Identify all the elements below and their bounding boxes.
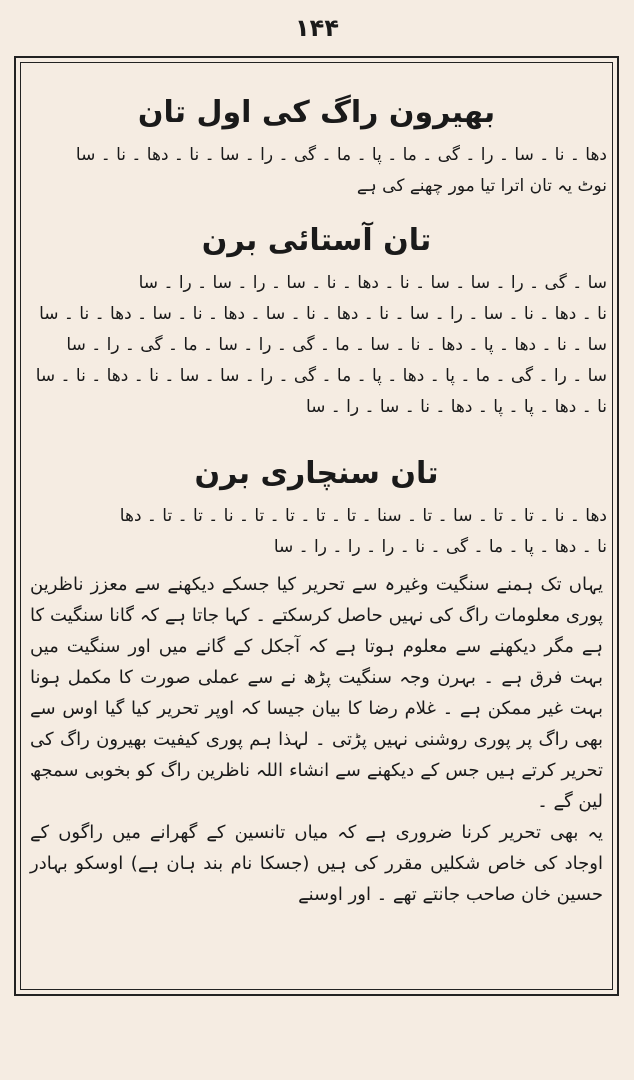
page-content bbox=[26, 70, 607, 982]
notation-line: نا ۔ دھا ۔ نا ۔ سا ۔ را ۔ سا ۔ نا ۔ دھا ۔ نا ۔ سا ۔ دھا ۔ نا ۔ سا ۔ دھا ۔ نا ۔ سا bbox=[39, 304, 607, 324]
notation-line: سا ۔ را ۔ گی ۔ ما ۔ پا ۔ دھا ۔ پا ۔ ما ۔ گی ۔ را ۔ سا ۔ سا ۔ نا ۔ دھا ۔ نا ۔ سا bbox=[35, 366, 607, 386]
notation-line: دھا ۔ نا ۔ تا ۔ تا ۔ سا ۔ تا ۔ سنا ۔ تا ۔ تا ۔ تا ۔ تا ۔ نا ۔ تا ۔ تا ۔ دھا bbox=[119, 506, 607, 526]
notation-line: سا ۔ نا ۔ دھا ۔ پا ۔ دھا ۔ نا ۔ سا ۔ ما ۔ گی ۔ را ۔ سا ۔ ما ۔ گی ۔ را ۔ سا bbox=[66, 335, 607, 355]
section1-body bbox=[26, 140, 607, 202]
section2-body bbox=[26, 268, 607, 423]
page-number: ۱۴۴ bbox=[295, 14, 339, 42]
section1-title: بھیرون راگ کی اول تان bbox=[137, 95, 496, 130]
section3-body bbox=[26, 501, 607, 563]
notation-line: دھا ۔ نا ۔ سا ۔ را ۔ گی ۔ ما ۔ پا ۔ ما ۔ گی ۔ را ۔ سا ۔ نا ۔ دھا ۔ نا ۔ سا bbox=[75, 145, 607, 165]
section3-title: تان سنچاری برن bbox=[194, 456, 439, 491]
section2-title: تان آستائی برن bbox=[201, 223, 432, 258]
paragraph: یہ بھی تحریر کرنا ضروری ہے کہ میاں تانسین کے گھرانے میں راگوں کے اوجاد کی خاص شکلیں مقرر کی ہیں (جسکا نام بند ہان ہے) اوسکو بہادر حسین خان صاحب جانتے تھے ۔ اور اوسنے bbox=[30, 822, 603, 905]
prose-body bbox=[26, 569, 607, 910]
notation-line: سا ۔ گی ۔ را ۔ سا ۔ سا ۔ نا ۔ دھا ۔ نا ۔ سا ۔ را ۔ سا ۔ را ۔ سا bbox=[138, 273, 607, 293]
note-text: نوٹ یہ تان اترا تیا مور چھنے کی ہے bbox=[356, 176, 607, 196]
paragraph: یہاں تک ہمنے سنگیت وغیرہ سے تحریر کیا جسکے دیکھنے سے معزز ناظرین پوری معلومات راگ کی نہیں حاصل کرسکتے ۔ کہا جاتا ہے کہ گانا سنگیت کا ہے مگر دیکھنے سے معلوم ہوتا ہے کہ آجکل کے گانے میں اور سنگیت میں بہت فرق ہے ۔ بہرن وجہ سنگیت پڑھ نے سے عملی صورت کا مکمل ہونا بہت غیر ممکن ہے ۔ غلام رضا کا بیان جیسا کہ اوپر تحریر کیا گیا اوس سے بھی راگ پر پوری روشنی نہیں پڑتی ۔ لہذا ہم پوری کیفیت بھیرون راگ کی تحریر کرتے ہیں جس کے دیکھنے سے انشاء اللہ ناظرین راگ کو بخوبی سمجھ لین گے ۔ bbox=[30, 574, 603, 812]
notation-line: نا ۔ دھا ۔ پا ۔ ما ۔ گی ۔ نا ۔ را ۔ را ۔ را ۔ سا bbox=[273, 537, 607, 557]
notation-line: نا ۔ دھا ۔ پا ۔ پا ۔ دھا ۔ نا ۔ سا ۔ را ۔ سا bbox=[305, 397, 607, 417]
